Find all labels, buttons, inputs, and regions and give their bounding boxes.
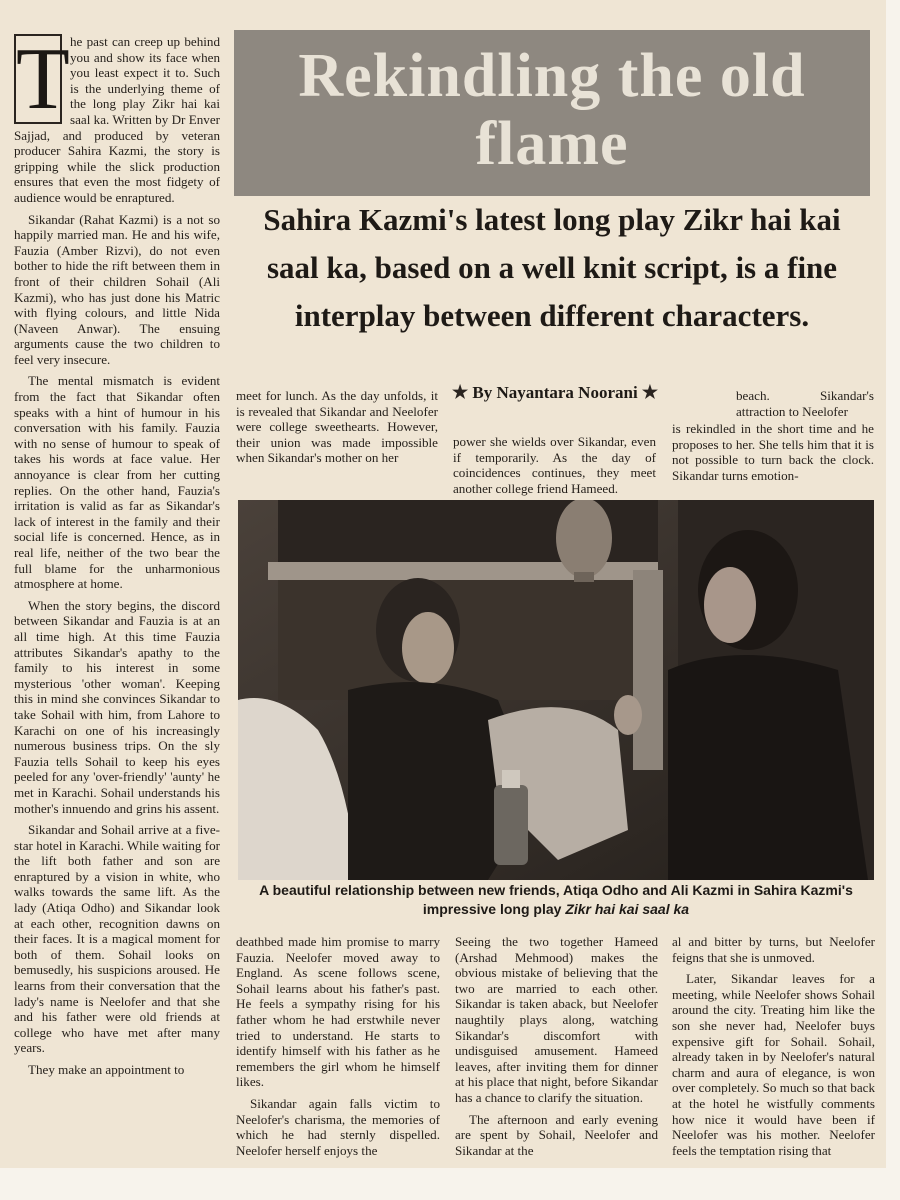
paragraph: al and bitter by turns, but Neelofer feigns that she is unmoved.: [672, 934, 875, 965]
paragraph: he past can creep up behind you and show its face when you least expect it to. Such is the underlying theme of the long play Zikr hai kai saal ka. Written by Dr Enver Sajjad, and produced by veteran producer Sahira Kazmi, the story is gripping while the slick production ensures that even the most fidgety of audience would be enraptured.: [14, 34, 220, 205]
page-margin-bottom: [0, 1168, 900, 1200]
article-column-1: [14, 31, 220, 1084]
paragraph: [672, 388, 874, 419]
paragraph: is rekindled in the short time and he proposes to her. She tells him that it is not possible to turn back the clock. Sikandar turns emotion-: [672, 421, 874, 483]
paragraph: power she wields over Sikandar, even if temporarily. As the day of coincidences continues, they meet another college friend Hameed.: [453, 434, 656, 496]
caption-title: Zikr hai kai saal ka: [565, 901, 690, 917]
headline-banner: [234, 30, 870, 196]
paragraph: Sikandar again falls victim to Neelofer's charisma, the memories of which he had sternly dispelled. Neelofer herself enjoys the: [236, 1095, 440, 1158]
paragraph: The mental mismatch is evident from the fact that Sikandar often speaks with a hint of humour in his conversation with his family. Fauzia with no sense of humour to speak of takes his words at face value. Her annoyance is clear from her cutting replies. On the other hand, Fauzia's irritation is valid as far as Sikandar's lack of interest in the family and their social life is concerned. Hence, as in real life, neither of the two bear the full blame for the unharmonious atmosphere at home.: [14, 373, 220, 592]
caption-text: A beautiful relationship between new friends, Atiqa Odho and Ali Kazmi in Sahira Kazmi's impressive long play: [259, 882, 853, 917]
paragraph: Seeing the two together Hameed (Arshad Mehmood) makes the obvious mistake of believing that the two are married to each other. Sikandar is taken aback, but Neelofer naughtily plays along, watching Sikandar's discomfort with undisguised amusement. Hameed leaves, after inviting them for dinner at his place that night, before Sikandar has a chance to clarify the situation.: [455, 934, 658, 1105]
article-column-3-bottom: [455, 934, 658, 1164]
paragraph: Sikandar (Rahat Kazmi) is a not so happily married man. He and his wife, Fauzia (Amber Rizvi), do not even bother to hide the rift between them in front of their children Sohail (Ali Kazmi), who has just done his Matric with flying colours, and little Nida (Naveen Anwar). The ensuing arguments cause the two children to feel very insecure.: [14, 211, 220, 367]
headline: Rekindling the old flame: [298, 42, 806, 178]
paragraph: deathbed made him promise to marry Fauzia. Neelofer moved away to England. As scene follows scene, Sohail learns about his father's past. He feels a sympathy rising for his father whom he had erstwhile never tried to understand. He starts to identify himself with his father as he remembers the girl whom he himself likes.: [236, 934, 440, 1090]
deck: Sahira Kazmi's latest long play Zikr hai kai saal ka, based on a well knit script, is a fine interplay between different characters.: [263, 202, 841, 333]
paragraph: Sikandar and Sohail arrive at a five-star hotel in Karachi. While waiting for the lift both father and son are enraptured by a vision in white, who walks towards the same lift. As the lady (Atiqa Odho) and Sikandar look at each other, recognition dawns on their faces. It is a magical moment for both of them. Sohail looks on bemusedly, his suspicions aroused. He learns from their conversation that the lady's name is Neelofer and that she and his father were old friends at college who have met after many years.: [14, 822, 220, 1056]
byline-text: By Nayantara Noorani: [472, 383, 638, 402]
photo-illustration: [238, 500, 874, 880]
photo: [238, 500, 874, 880]
article-column-4-top: [672, 388, 874, 490]
star-icon: ★: [641, 382, 659, 402]
byline: [452, 382, 658, 403]
paragraph: Later, Sikandar leaves for a meeting, while Neelofer shows Sohail around the city. Treating him like the son she never had, Neelofer buys expensive gift for Sohail. Sohail, already taken in by Neelofer's natural charm and aura of elegance, is won over completely. So much so that back at the hotel he wistfully comments how nice it would have been if Neelofer was his mother. Neelofer feels the temptation rising that: [672, 971, 875, 1158]
paragraph: The afternoon and early evening are spent by Sohail, Neelofer and Sikandar at the: [455, 1111, 658, 1158]
article-column-2-bottom: [236, 934, 440, 1164]
paragraph: When the story begins, the discord between Sikandar and Fauzia is at an all time high. At this time Fauzia attributes Sikandar's apathy to the family to his interest in some mysterious 'other woman'. Keeping this in mind she convinces Sikandar to take Sohail with him, from Lahore to Karachi on one of his increasingly numerous business trips. On the sly Fauzia tells Sohail to keep his eyes peeled for any 'over-friendly' 'aunty' he met in Karachi. Sohail understands his mother's innuendo and grins his assent.: [14, 597, 220, 816]
article-column-4-bottom: [672, 934, 875, 1164]
paragraph: They make an appointment to: [28, 1062, 185, 1077]
text-run: beach. Sikandar's attraction to Neelofer: [736, 388, 874, 419]
star-icon: ★: [452, 382, 469, 402]
drop-cap: T: [16, 31, 70, 128]
photo-caption: [238, 881, 874, 919]
paragraph: meet for lunch. As the day unfolds, it is revealed that Sikandar and Neelofer were college sweethearts. However, their union was made impossible when Sikandar's mother on her: [236, 388, 438, 466]
page-margin: [886, 0, 900, 1200]
article-column-3-top: [453, 434, 656, 502]
article-column-2-top: [236, 388, 438, 472]
